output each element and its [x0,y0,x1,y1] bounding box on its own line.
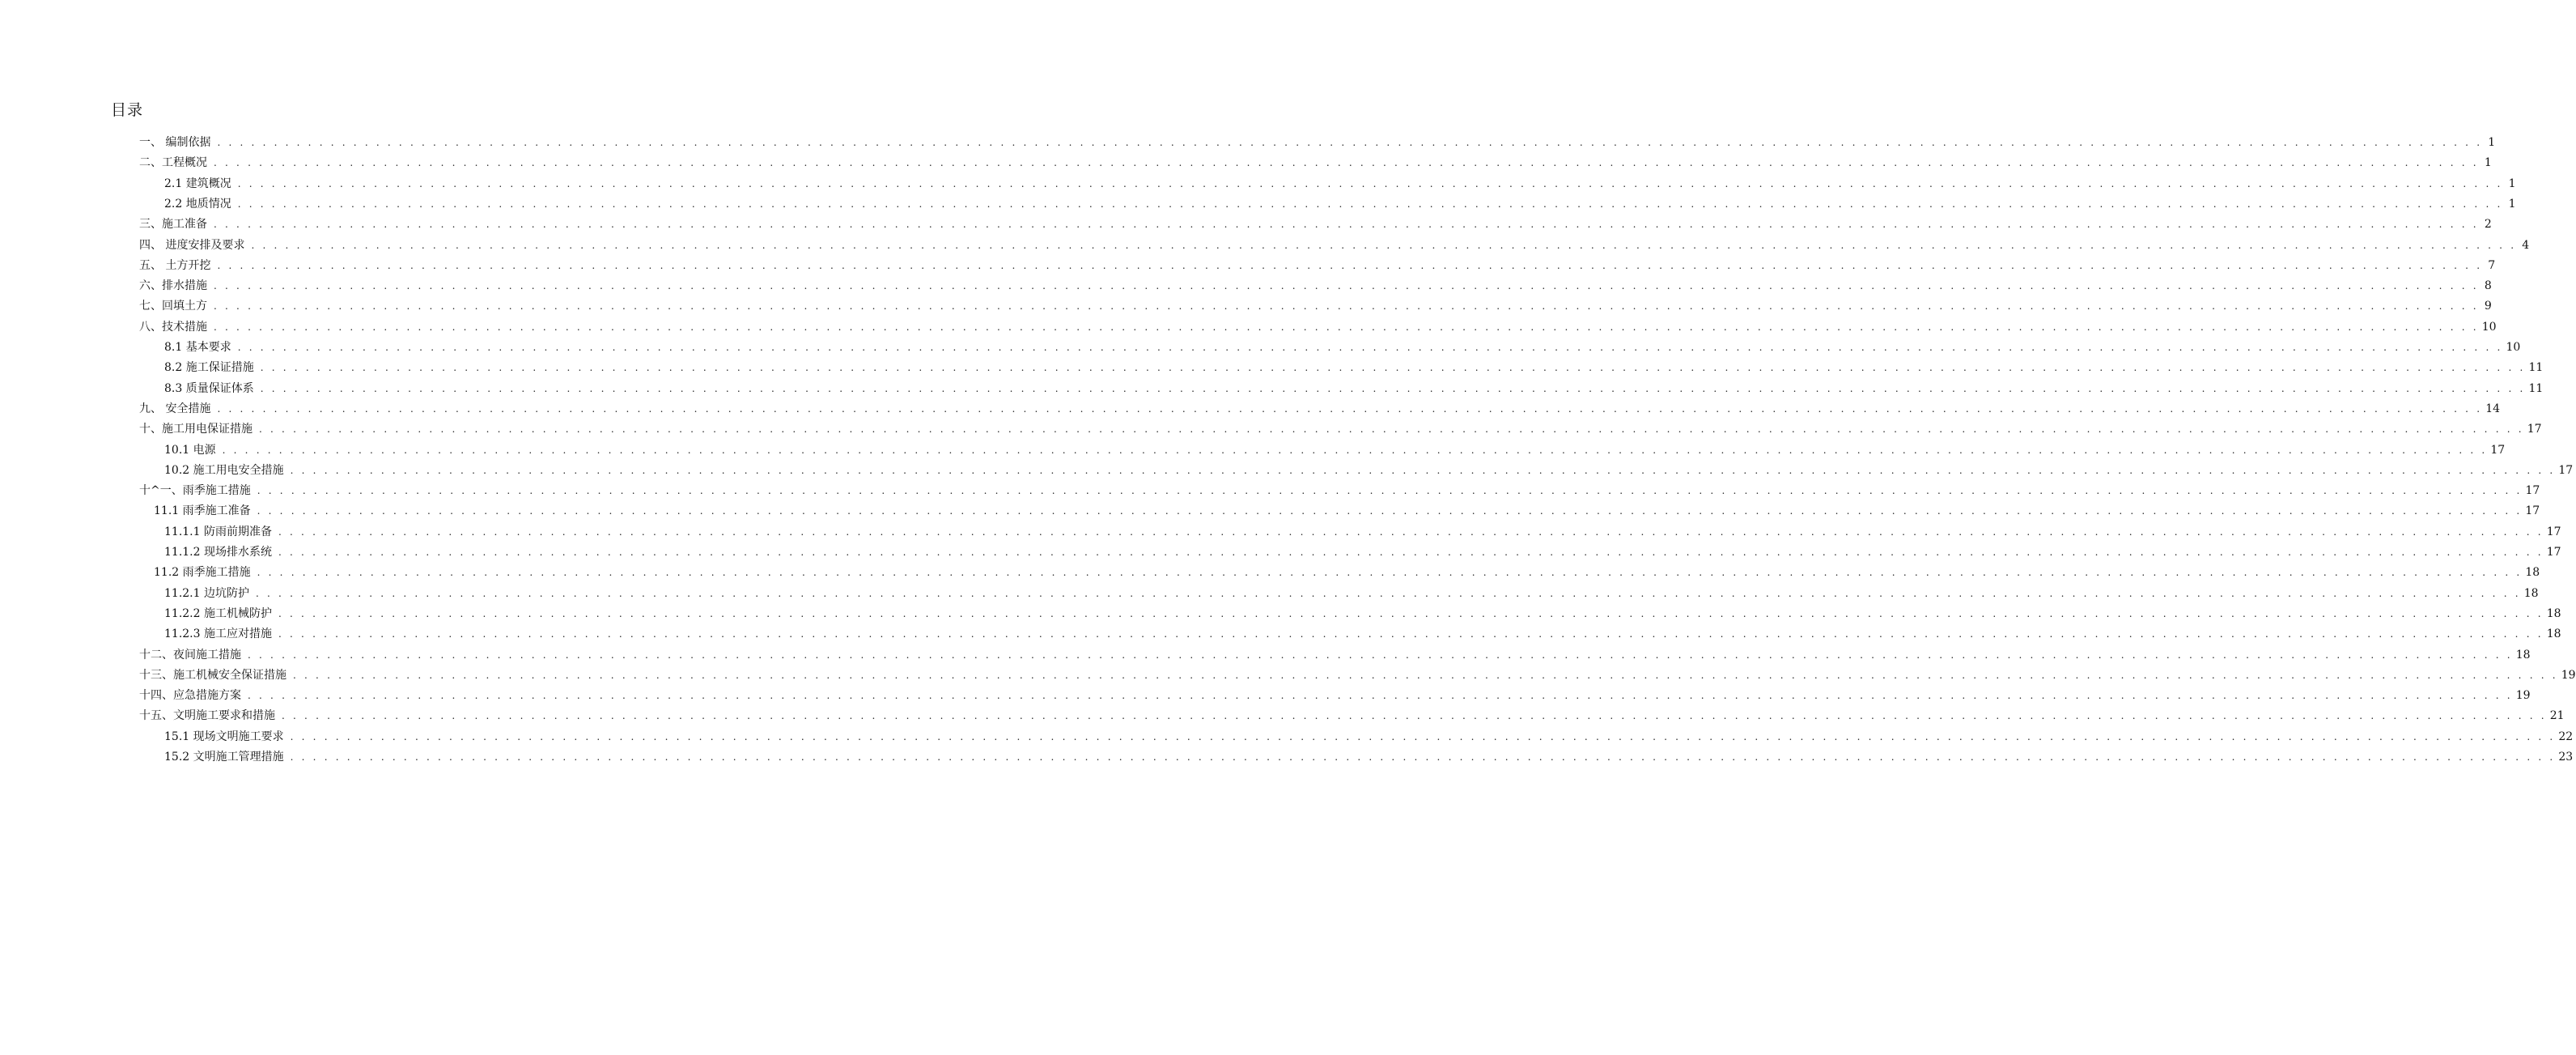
toc-entry[interactable] [164,583,2539,601]
toc-entry-page-number: 17 [2546,525,2561,538]
toc-entry-label: 11.1 雨季施工准备 [154,504,251,517]
toc-entry-label: 11.2.1 边坑防护 [164,587,249,600]
toc-entry-label: 一、 编制依据 [139,136,211,149]
toc-dot-leader: . . . . . . . . . . . . . . . . . . . . . . . . . . . . . . . . . . . . . . . . . . . . . . . . . . . . . . . . . . . . . . . . . . . . . . . . . . . . . . . . . . . . . . . . . . . . . . . . . . . . . . . . . . . . . . . . . . . . . . . . . . . . . . . . . . . . . . . . . . . . . . . . . . . . . . . . . . . . . . . . . . . . . . . . . . . . . . . . . . . . . . . . . . . . . . . . . . . . . . . . [217,260,2483,271]
toc-dot-leader: . . . . . . . . . . . . . . . . . . . . . . . . . . . . . . . . . . . . . . . . . . . . . . . . . . . . . . . . . . . . . . . . . . . . . . . . . . . . . . . . . . . . . . . . . . . . . . . . . . . . . . . . . . . . . . . . . . . . . . . . . . . . . . . . . . . . . . . . . . . . . . . . . . . . . . . . . . . . . . . . . . . . . . . . . . . . . . . . . . . . . . . . . . . . . . . . . . . . . . . . [278,608,2544,619]
toc-entry-label: 九、 安全措施 [139,402,211,415]
toc-entry-page-number: 1 [2508,177,2516,190]
toc-entry[interactable] [154,562,2540,580]
toc-entry[interactable] [139,255,2496,273]
toc-entry[interactable] [139,419,2542,436]
toc-entry-page-number: 14 [2485,402,2501,415]
toc-entry-label: 10.2 施工用电安全措施 [164,464,284,477]
toc-entry-label: 2.2 地质情况 [164,198,231,211]
toc-entry-page-number: 10 [2481,321,2497,334]
toc-dot-leader: . . . . . . . . . . . . . . . . . . . . . . . . . . . . . . . . . . . . . . . . . . . . . . . . . . . . . . . . . . . . . . . . . . . . . . . . . . . . . . . . . . . . . . . . . . . . . . . . . . . . . . . . . . . . . . . . . . . . . . . . . . . . . . . . . . . . . . . . . . . . . . . . . . . . . . . . . . . . . . . . . . . . . . . . . . . . . . . . . . . . . . . . . . . . . . . . . . . . . . . . [214,157,2479,168]
toc-entry-page-number: 17 [2525,484,2540,497]
toc-dot-leader: . . . . . . . . . . . . . . . . . . . . . . . . . . . . . . . . . . . . . . . . . . . . . . . . . . . . . . . . . . . . . . . . . . . . . . . . . . . . . . . . . . . . . . . . . . . . . . . . . . . . . . . . . . . . . . . . . . . . . . . . . . . . . . . . . . . . . . . . . . . . . . . . . . . . . . . . . . . . . . . . . . . . . . . . . . . . . . . . . . . . . . . . . . . . . . . . . . . . . . . . [237,178,2503,189]
toc-entry[interactable] [164,440,2506,457]
toc-dot-leader: . . . . . . . . . . . . . . . . . . . . . . . . . . . . . . . . . . . . . . . . . . . . . . . . . . . . . . . . . . . . . . . . . . . . . . . . . . . . . . . . . . . . . . . . . . . . . . . . . . . . . . . . . . . . . . . . . . . . . . . . . . . . . . . . . . . . . . . . . . . . . . . . . . . . . . . . . . . . . . . . . . . . . . . . . . . . . . . . . . . . . . . . . . . . . . . . . . . . . . . . [278,628,2544,640]
toc-entry[interactable] [164,460,2574,478]
toc-entry-label: 15.1 现场文明施工要求 [164,730,284,743]
toc-entry[interactable] [139,296,2492,313]
toc-entry-label: 2.1 建筑概况 [164,177,231,190]
toc-entry[interactable] [139,152,2492,170]
toc-dot-leader: . . . . . . . . . . . . . . . . . . . . . . . . . . . . . . . . . . . . . . . . . . . . . . . . . . . . . . . . . . . . . . . . . . . . . . . . . . . . . . . . . . . . . . . . . . . . . . . . . . . . . . . . . . . . . . . . . . . . . . . . . . . . . . . . . . . . . . . . . . . . . . . . . . . . . . . . . . . . . . . . . . . . . . . . . . . . . . . . . . . . . . . . . . . . . . . . . . . . . . . . [278,547,2544,558]
toc-entry-label: 四、 进度安排及要求 [139,239,245,252]
toc-entry[interactable] [164,357,2544,375]
toc-entry-page-number: 1 [2488,136,2496,149]
toc-entry-label: 三、施工准备 [139,218,207,231]
toc-entry-label: 15.2 文明施工管理措施 [164,751,284,764]
toc-dot-leader: . . . . . . . . . . . . . . . . . . . . . . . . . . . . . . . . . . . . . . . . . . . . . . . . . . . . . . . . . . . . . . . . . . . . . . . . . . . . . . . . . . . . . . . . . . . . . . . . . . . . . . . . . . . . . . . . . . . . . . . . . . . . . . . . . . . . . . . . . . . . . . . . . . . . . . . . . . . . . . . . . . . . . . . . . . . . . . . . . . . . . . . . . . . . . . . . . . . . . . . . [260,362,2526,373]
toc-entry-page-number: 19 [2515,689,2531,702]
toc-dot-leader: . . . . . . . . . . . . . . . . . . . . . . . . . . . . . . . . . . . . . . . . . . . . . . . . . . . . . . . . . . . . . . . . . . . . . . . . . . . . . . . . . . . . . . . . . . . . . . . . . . . . . . . . . . . . . . . . . . . . . . . . . . . . . . . . . . . . . . . . . . . . . . . . . . . . . . . . . . . . . . . . . . . . . . . . . . . . . . . . . . . . . . . . . . . . . . . . . . . . . . . . [257,485,2523,496]
toc-entry-page-number: 7 [2488,259,2496,272]
toc-entry[interactable] [139,705,2565,723]
toc-entry-page-number: 17 [2525,504,2540,517]
toc-entry-page-number: 23 [2558,751,2574,764]
toc-dot-leader: . . . . . . . . . . . . . . . . . . . . . . . . . . . . . . . . . . . . . . . . . . . . . . . . . . . . . . . . . . . . . . . . . . . . . . . . . . . . . . . . . . . . . . . . . . . . . . . . . . . . . . . . . . . . . . . . . . . . . . . . . . . . . . . . . . . . . . . . . . . . . . . . . . . . . . . . . . . . . . . . . . . . . . . . . . . . . . . . . . . . . . . . . . . . . . . . . . . . . . . . [248,690,2513,701]
toc-entry[interactable] [164,337,2521,355]
toc-entry[interactable] [164,173,2516,191]
toc-entry-label: 10.1 电源 [164,444,216,457]
toc-dot-leader: . . . . . . . . . . . . . . . . . . . . . . . . . . . . . . . . . . . . . . . . . . . . . . . . . . . . . . . . . . . . . . . . . . . . . . . . . . . . . . . . . . . . . . . . . . . . . . . . . . . . . . . . . . . . . . . . . . . . . . . . . . . . . . . . . . . . . . . . . . . . . . . . . . . . . . . . . . . . . . . . . . . . . . . . . . . . . . . . . . . . . . . . . . . . . . . . . . . . . . . . [214,219,2479,230]
toc-entry[interactable] [139,398,2501,416]
toc-entry[interactable] [139,317,2497,334]
toc-entry-page-number: 2 [2484,218,2492,231]
toc-dot-leader: . . . . . . . . . . . . . . . . . . . . . . . . . . . . . . . . . . . . . . . . . . . . . . . . . . . . . . . . . . . . . . . . . . . . . . . . . . . . . . . . . . . . . . . . . . . . . . . . . . . . . . . . . . . . . . . . . . . . . . . . . . . . . . . . . . . . . . . . . . . . . . . . . . . . . . . . . . . . . . . . . . . . . . . . . . . . . . . . . . . . . . . . . . . . . . . . . . . . . . . . [237,198,2503,210]
toc-dot-leader: . . . . . . . . . . . . . . . . . . . . . . . . . . . . . . . . . . . . . . . . . . . . . . . . . . . . . . . . . . . . . . . . . . . . . . . . . . . . . . . . . . . . . . . . . . . . . . . . . . . . . . . . . . . . . . . . . . . . . . . . . . . . . . . . . . . . . . . . . . . . . . . . . . . . . . . . . . . . . . . . . . . . . . . . . . . . . . . . . . . . . . . . . . . . . . . . . . . . . . . . [237,342,2503,353]
toc-entry[interactable] [139,644,2531,662]
toc-entry-page-number: 17 [2546,546,2561,559]
toc-dot-leader: . . . . . . . . . . . . . . . . . . . . . . . . . . . . . . . . . . . . . . . . . . . . . . . . . . . . . . . . . . . . . . . . . . . . . . . . . . . . . . . . . . . . . . . . . . . . . . . . . . . . . . . . . . . . . . . . . . . . . . . . . . . . . . . . . . . . . . . . . . . . . . . . . . . . . . . . . . . . . . . . . . . . . . . . . . . . . . . . . . . . . . . . . . . . . . . . . . . . . . . . [255,588,2521,599]
toc-entry-page-number: 18 [2523,587,2539,600]
toc-entry[interactable] [164,623,2561,641]
toc-dot-leader: . . . . . . . . . . . . . . . . . . . . . . . . . . . . . . . . . . . . . . . . . . . . . . . . . . . . . . . . . . . . . . . . . . . . . . . . . . . . . . . . . . . . . . . . . . . . . . . . . . . . . . . . . . . . . . . . . . . . . . . . . . . . . . . . . . . . . . . . . . . . . . . . . . . . . . . . . . . . . . . . . . . . . . . . . . . . . . . . . . . . . . . . . . . . . . . . . . . . . . . . [260,383,2526,394]
toc-entry[interactable] [164,726,2574,744]
toc-entry-page-number: 10 [2506,341,2521,354]
toc-entry[interactable] [164,542,2561,559]
toc-dot-leader: . . . . . . . . . . . . . . . . . . . . . . . . . . . . . . . . . . . . . . . . . . . . . . . . . . . . . . . . . . . . . . . . . . . . . . . . . . . . . . . . . . . . . . . . . . . . . . . . . . . . . . . . . . . . . . . . . . . . . . . . . . . . . . . . . . . . . . . . . . . . . . . . . . . . . . . . . . . . . . . . . . . . . . . . . . . . . . . . . . . . . . . . . . . . . . . . . . . . . . . . [257,567,2523,578]
toc-dot-leader: . . . . . . . . . . . . . . . . . . . . . . . . . . . . . . . . . . . . . . . . . . . . . . . . . . . . . . . . . . . . . . . . . . . . . . . . . . . . . . . . . . . . . . . . . . . . . . . . . . . . . . . . . . . . . . . . . . . . . . . . . . . . . . . . . . . . . . . . . . . . . . . . . . . . . . . . . . . . . . . . . . . . . . . . . . . . . . . . . . . . . . . . . . . . . . . . . . . . . . . . [214,321,2479,333]
toc-entry-page-number: 18 [2546,627,2561,640]
toc-entry-label: 11.2.3 施工应对措施 [164,627,272,640]
toc-entry[interactable] [164,603,2561,621]
toc-entry-page-number: 8 [2484,279,2492,292]
toc-entry-page-number: 4 [2522,239,2530,252]
toc-entry-page-number: 18 [2546,607,2561,620]
toc-entry[interactable] [164,521,2561,539]
toc-dot-leader: . . . . . . . . . . . . . . . . . . . . . . . . . . . . . . . . . . . . . . . . . . . . . . . . . . . . . . . . . . . . . . . . . . . . . . . . . . . . . . . . . . . . . . . . . . . . . . . . . . . . . . . . . . . . . . . . . . . . . . . . . . . . . . . . . . . . . . . . . . . . . . . . . . . . . . . . . . . . . . . . . . . . . . . . . . . . . . . . . . . . . . . . . . . . . . . . . . . . . . . . [251,240,2517,251]
toc-entry-label: 六、排水措施 [139,279,207,292]
toc-entry-page-number: 18 [2515,649,2531,662]
toc-entry-page-number: 19 [2561,669,2576,682]
toc-entry[interactable] [139,480,2540,498]
toc-entry-label: 11.2.2 施工机械防护 [164,607,272,620]
toc-entry[interactable] [139,132,2496,150]
toc-entry[interactable] [139,685,2531,703]
toc-entry-label: 十二、夜间施工措施 [139,649,241,662]
toc-dot-leader: . . . . . . . . . . . . . . . . . . . . . . . . . . . . . . . . . . . . . . . . . . . . . . . . . . . . . . . . . . . . . . . . . . . . . . . . . . . . . . . . . . . . . . . . . . . . . . . . . . . . . . . . . . . . . . . . . . . . . . . . . . . . . . . . . . . . . . . . . . . . . . . . . . . . . . . . . . . . . . . . . . . . . . . . . . . . . . . . . . . . . . . . . . . . . . . . . . . . . . . . [259,423,2524,435]
toc-dot-leader: . . . . . . . . . . . . . . . . . . . . . . . . . . . . . . . . . . . . . . . . . . . . . . . . . . . . . . . . . . . . . . . . . . . . . . . . . . . . . . . . . . . . . . . . . . . . . . . . . . . . . . . . . . . . . . . . . . . . . . . . . . . . . . . . . . . . . . . . . . . . . . . . . . . . . . . . . . . . . . . . . . . . . . . . . . . . . . . . . . . . . . . . . . . . . . . . . . . . . . . . [257,505,2523,517]
toc-entry-page-number: 11 [2528,361,2544,374]
toc-entry-label: 8.2 施工保证措施 [164,361,254,374]
toc-entry[interactable] [139,665,2576,683]
toc-dot-leader: . . . . . . . . . . . . . . . . . . . . . . . . . . . . . . . . . . . . . . . . . . . . . . . . . . . . . . . . . . . . . . . . . . . . . . . . . . . . . . . . . . . . . . . . . . . . . . . . . . . . . . . . . . . . . . . . . . . . . . . . . . . . . . . . . . . . . . . . . . . . . . . . . . . . . . . . . . . . . . . . . . . . . . . . . . . . . . . . . . . . . . . . . . . . . . . . . . . . . . . . [214,280,2479,291]
toc-entry[interactable] [154,500,2540,518]
toc-entry-page-number: 11 [2528,382,2544,395]
toc-dot-leader: . . . . . . . . . . . . . . . . . . . . . . . . . . . . . . . . . . . . . . . . . . . . . . . . . . . . . . . . . . . . . . . . . . . . . . . . . . . . . . . . . . . . . . . . . . . . . . . . . . . . . . . . . . . . . . . . . . . . . . . . . . . . . . . . . . . . . . . . . . . . . . . . . . . . . . . . . . . . . . . . . . . . . . . . . . . . . . . . . . . . . . . . . . . . . . . . . . . . . . . . [217,403,2483,415]
toc-entry-label: 8.3 质量保证体系 [164,382,254,395]
toc-entry-label: 八、技术措施 [139,321,207,334]
toc-entry-page-number: 17 [2558,464,2574,477]
toc-entry-page-number: 18 [2525,566,2540,579]
toc-dot-leader: . . . . . . . . . . . . . . . . . . . . . . . . . . . . . . . . . . . . . . . . . . . . . . . . . . . . . . . . . . . . . . . . . . . . . . . . . . . . . . . . . . . . . . . . . . . . . . . . . . . . . . . . . . . . . . . . . . . . . . . . . . . . . . . . . . . . . . . . . . . . . . . . . . . . . . . . . . . . . . . . . . . . . . . . . . . . . . . . . . . . . . . . . . . . . . . . . . . . . . . . [290,751,2556,763]
page-title: 目录 [111,101,144,119]
toc-dot-leader: . . . . . . . . . . . . . . . . . . . . . . . . . . . . . . . . . . . . . . . . . . . . . . . . . . . . . . . . . . . . . . . . . . . . . . . . . . . . . . . . . . . . . . . . . . . . . . . . . . . . . . . . . . . . . . . . . . . . . . . . . . . . . . . . . . . . . . . . . . . . . . . . . . . . . . . . . . . . . . . . . . . . . . . . . . . . . . . . . . . . . . . . . . . . . . . . . . . . . . . . [248,649,2513,661]
toc-entry-label: 十、施工用电保证措施 [139,423,253,436]
toc-entry-label: 11.2 雨季施工措施 [154,566,251,579]
toc-entry[interactable] [139,235,2530,253]
toc-dot-leader: . . . . . . . . . . . . . . . . . . . . . . . . . . . . . . . . . . . . . . . . . . . . . . . . . . . . . . . . . . . . . . . . . . . . . . . . . . . . . . . . . . . . . . . . . . . . . . . . . . . . . . . . . . . . . . . . . . . . . . . . . . . . . . . . . . . . . . . . . . . . . . . . . . . . . . . . . . . . . . . . . . . . . . . . . . . . . . . . . . . . . . . . . . . . . . . . . . . . . . . . [282,710,2547,721]
toc-entry-label: 二、工程概况 [139,156,207,169]
toc-dot-leader: . . . . . . . . . . . . . . . . . . . . . . . . . . . . . . . . . . . . . . . . . . . . . . . . . . . . . . . . . . . . . . . . . . . . . . . . . . . . . . . . . . . . . . . . . . . . . . . . . . . . . . . . . . . . . . . . . . . . . . . . . . . . . . . . . . . . . . . . . . . . . . . . . . . . . . . . . . . . . . . . . . . . . . . . . . . . . . . . . . . . . . . . . . . . . . . . . . . . . . . . [278,526,2544,538]
toc-entry-page-number: 22 [2558,730,2574,743]
toc-entry-label: 七、回填土方 [139,300,207,313]
toc-entry[interactable] [164,747,2574,764]
toc-entry-label: 十^一、雨季施工措施 [139,484,251,497]
toc-dot-leader: . . . . . . . . . . . . . . . . . . . . . . . . . . . . . . . . . . . . . . . . . . . . . . . . . . . . . . . . . . . . . . . . . . . . . . . . . . . . . . . . . . . . . . . . . . . . . . . . . . . . . . . . . . . . . . . . . . . . . . . . . . . . . . . . . . . . . . . . . . . . . . . . . . . . . . . . . . . . . . . . . . . . . . . . . . . . . . . . . . . . . . . . . . . . . . . . . . . . . . . . [290,465,2556,476]
toc-dot-leader: . . . . . . . . . . . . . . . . . . . . . . . . . . . . . . . . . . . . . . . . . . . . . . . . . . . . . . . . . . . . . . . . . . . . . . . . . . . . . . . . . . . . . . . . . . . . . . . . . . . . . . . . . . . . . . . . . . . . . . . . . . . . . . . . . . . . . . . . . . . . . . . . . . . . . . . . . . . . . . . . . . . . . . . . . . . . . . . . . . . . . . . . . . . . . . . . . . . . . . . . [290,731,2556,742]
toc-entry-page-number: 1 [2484,156,2492,169]
toc-dot-leader: . . . . . . . . . . . . . . . . . . . . . . . . . . . . . . . . . . . . . . . . . . . . . . . . . . . . . . . . . . . . . . . . . . . . . . . . . . . . . . . . . . . . . . . . . . . . . . . . . . . . . . . . . . . . . . . . . . . . . . . . . . . . . . . . . . . . . . . . . . . . . . . . . . . . . . . . . . . . . . . . . . . . . . . . . . . . . . . . . . . . . . . . . . . . . . . . . . . . . . . . [214,300,2479,312]
toc-entry-label: 11.1.2 现场排水系统 [164,546,272,559]
toc-entry-page-number: 9 [2484,300,2492,313]
toc-entry-label: 8.1 基本要求 [164,341,231,354]
toc-entry-page-number: 17 [2490,444,2506,457]
toc-entry-label: 五、 土方开挖 [139,259,211,272]
toc-entry-label: 11.1.1 防雨前期准备 [164,525,272,538]
toc-entry-label: 十五、文明施工要求和措施 [139,709,275,722]
toc-entry-page-number: 17 [2527,423,2542,436]
toc-entry-page-number: 21 [2549,709,2565,722]
toc-entry[interactable] [164,194,2516,211]
toc-dot-leader: . . . . . . . . . . . . . . . . . . . . . . . . . . . . . . . . . . . . . . . . . . . . . . . . . . . . . . . . . . . . . . . . . . . . . . . . . . . . . . . . . . . . . . . . . . . . . . . . . . . . . . . . . . . . . . . . . . . . . . . . . . . . . . . . . . . . . . . . . . . . . . . . . . . . . . . . . . . . . . . . . . . . . . . . . . . . . . . . . . . . . . . . . . . . . . . . . . . . . . . . [222,445,2488,456]
toc-entry-label: 十四、应急措施方案 [139,689,241,702]
toc-entry-label: 十三、施工机械安全保证措施 [139,669,286,682]
toc-entry-page-number: 1 [2508,198,2516,211]
toc-entry[interactable] [139,275,2492,293]
toc-entry[interactable] [139,214,2492,232]
toc-dot-leader: . . . . . . . . . . . . . . . . . . . . . . . . . . . . . . . . . . . . . . . . . . . . . . . . . . . . . . . . . . . . . . . . . . . . . . . . . . . . . . . . . . . . . . . . . . . . . . . . . . . . . . . . . . . . . . . . . . . . . . . . . . . . . . . . . . . . . . . . . . . . . . . . . . . . . . . . . . . . . . . . . . . . . . . . . . . . . . . . . . . . . . . . . . . . . . . . . . . . . . . . [217,137,2483,148]
toc-dot-leader: . . . . . . . . . . . . . . . . . . . . . . . . . . . . . . . . . . . . . . . . . . . . . . . . . . . . . . . . . . . . . . . . . . . . . . . . . . . . . . . . . . . . . . . . . . . . . . . . . . . . . . . . . . . . . . . . . . . . . . . . . . . . . . . . . . . . . . . . . . . . . . . . . . . . . . . . . . . . . . . . . . . . . . . . . . . . . . . . . . . . . . . . . . . . . . . . . . . . . . . . [293,670,2558,681]
toc-entry[interactable] [164,378,2544,396]
